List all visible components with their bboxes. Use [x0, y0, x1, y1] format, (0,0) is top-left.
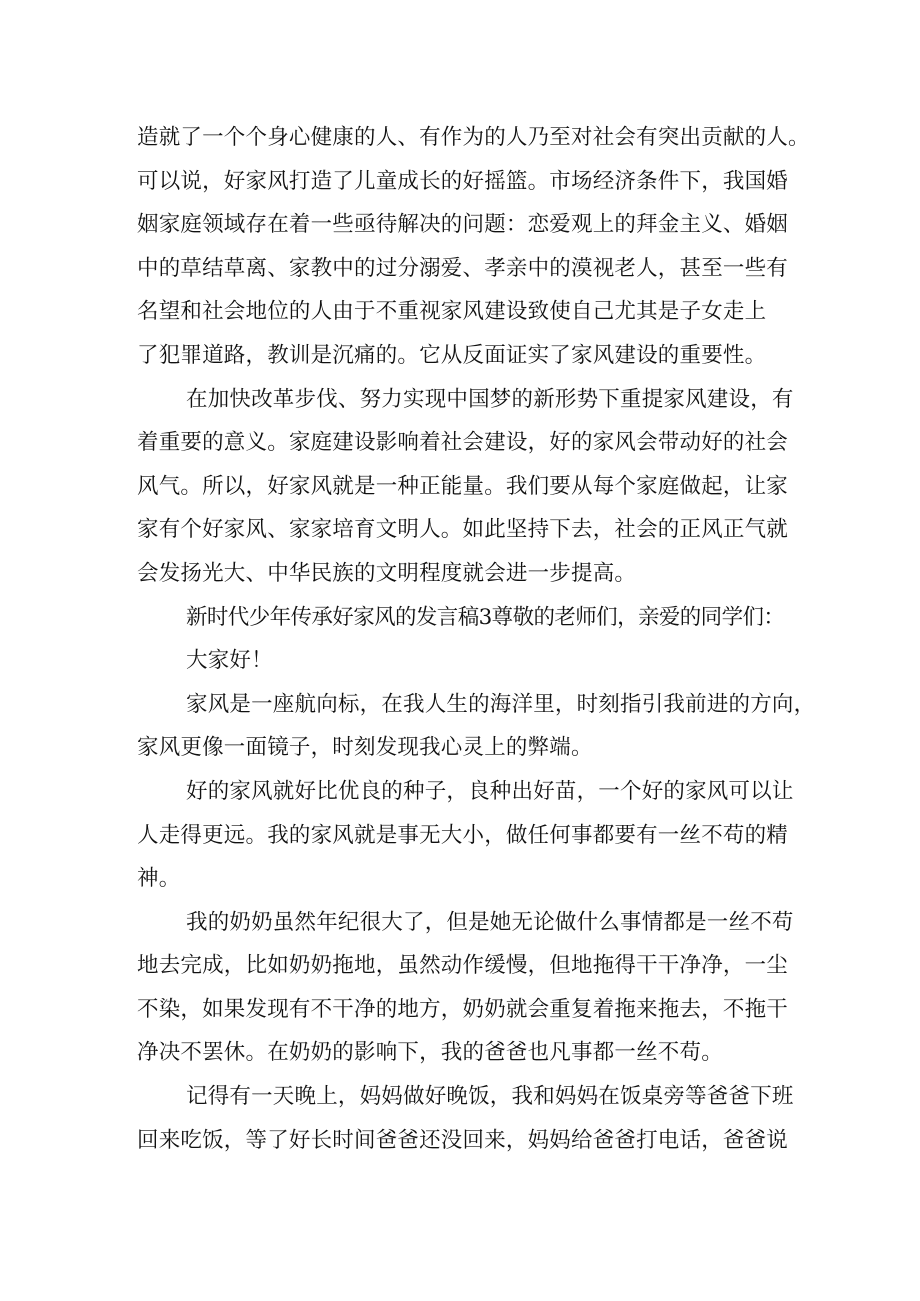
text-line: 名望和社会地位的人由于不重视家风建设致使自己尤其是子女走上 [137, 299, 767, 325]
document-body [137, 116, 837, 1162]
text-line: 造就了一个个身心健康的人、有作为的人乃至对社会有突出贡献的人。 [137, 125, 810, 150]
paragraph-start-line: 家风是一座航向标，在我人生的海洋里，时刻指引我前进的方向， [186, 691, 816, 717]
text-line: 可以说，好家风打造了儿童成长的好摇篮。市场经济条件下，我国婚 [137, 168, 789, 194]
text-line: 不染，如果发现有不干净的地方，奶奶就会重复着拖来拖去，不拖干 [137, 996, 789, 1022]
text-line: 家风更像一面镜子，时刻发现我心灵上的弊端。 [137, 735, 593, 761]
text-line: 风气。所以，好家风就是一种正能量。我们要从每个家庭做起，让家 [137, 473, 789, 499]
text-line: 着重要的意义。家庭建设影响着社会建设，好的家风会带动好的社会 [137, 430, 789, 456]
text-line: 姻家庭领域存在着一些亟待解决的问题：恋爱观上的拜金主义、婚姻 [137, 212, 789, 238]
text-line: 了犯罪道路，教训是沉痛的。它从反面证实了家风建设的重要性。 [137, 342, 767, 368]
text-line: 人走得更远。我的家风就是事无大小，做任何事都要有一丝不苟的精 [137, 822, 789, 848]
paragraph-start-line: 我的奶奶虽然年纪很大了，但是她无论做什么事情都是一丝不苟 [186, 909, 794, 935]
paragraph-start-line: 在加快改革步伐、努力实现中国梦的新形势下重提家风建设，有 [186, 386, 794, 412]
text-line: 神。 [137, 866, 181, 892]
speech-title-line: 新时代少年传承好家风的发言稿3尊敬的老师们，亲爱的同学们： [186, 604, 785, 630]
greeting-line: 大家好！ [186, 648, 273, 674]
text-line: 会发扬光大、中华民族的文明程度就会进一步提高。 [137, 560, 637, 586]
text-line: 净决不罢休。在奶奶的影响下，我的爸爸也凡事都一丝不苟。 [137, 1040, 723, 1066]
text-line: 回来吃饭，等了好长时间爸爸还没回来，妈妈给爸爸打电话，爸爸说 [137, 1127, 789, 1153]
text-line: 地去完成，比如奶奶拖地，虽然动作缓慢，但地拖得干干净净，一尘 [137, 953, 789, 979]
paragraph-start-line: 好的家风就好比优良的种子，良种出好苗，一个好的家风可以让 [186, 778, 794, 804]
text-line: 家有个好家风、家家培育文明人。如此坚持下去，社会的正风正气就 [137, 517, 789, 543]
text-line: 中的草结草离、家教中的过分溺爱、孝亲中的漠视老人，甚至一些有 [137, 255, 789, 281]
paragraph-start-line: 记得有一天晚上，妈妈做好晚饭，我和妈妈在饭桌旁等爸爸下班 [186, 1084, 794, 1110]
